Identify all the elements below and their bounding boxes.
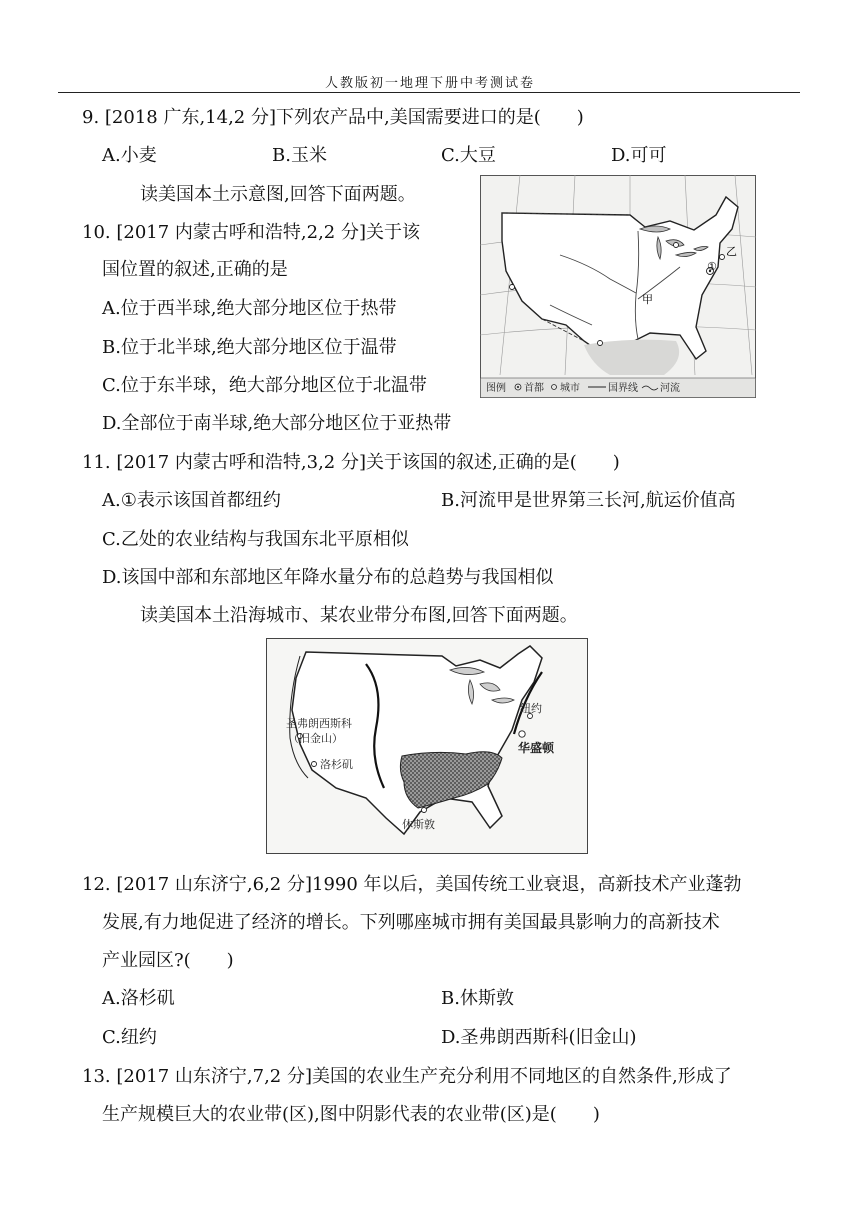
q10-stem-line2: 国位置的叙述,正确的是 (102, 259, 288, 280)
q9-option-c: C.大豆 (441, 145, 496, 166)
legend-title: 图例 (486, 383, 506, 394)
q12-option-d: D.圣弗朗西斯科(旧金山) (441, 1027, 637, 1048)
legend-border: 国界线 (608, 383, 638, 394)
label-washington: 华盛顿 (518, 741, 555, 755)
intro-map2: 读美国本土沿海城市、某农业带分布图,回答下面两题。 (140, 605, 578, 626)
q10-option-b: B.位于北半球,绝大部分地区位于温带 (102, 337, 397, 358)
label-jia: 甲 (642, 293, 653, 306)
q12-option-c: C.纽约 (102, 1027, 157, 1048)
legend-city: 城市 (560, 383, 580, 394)
legend-capital: 首都 (524, 383, 544, 394)
label-new-york: 纽约 (520, 702, 542, 715)
header-rule (58, 92, 800, 93)
intro-map1: 读美国本土示意图,回答下面两题。 (140, 184, 416, 205)
q10-stem-line1: 10. [2017 内蒙古呼和浩特,2,2 分]关于该 (82, 222, 420, 243)
q13-stem-line2: 生产规模巨大的农业带(区),图中阴影代表的农业带(区)是( ) (102, 1104, 600, 1125)
q9-option-b: B.玉米 (272, 145, 327, 166)
q11-option-d: D.该国中部和东部地区年降水量分布的总趋势与我国相似 (102, 567, 554, 588)
label-yi: 乙 (726, 245, 737, 258)
usa-mainland-map (480, 175, 756, 398)
q9-option-a: A.小麦 (102, 145, 157, 166)
label-houston: 休斯敦 (402, 818, 435, 831)
q12-option-b: B.休斯敦 (441, 988, 514, 1009)
page-header: 人教版初一地理下册中考测试卷 (324, 76, 535, 91)
q9-option-d: D.可可 (611, 145, 667, 166)
q13-stem-line1: 13. [2017 山东济宁,7,2 分]美国的农业生产充分利用不同地区的自然条件,形成了 (82, 1066, 732, 1087)
label-capital-number: ① (707, 260, 717, 273)
label-san-francisco-alt: （旧金山） (288, 732, 343, 745)
q12-stem-line1: 12. [2017 山东济宁,6,2 分]1990 年以后，美国传统工业衰退，高新技术产业蓬勃 (82, 874, 742, 895)
q10-option-a: A.位于西半球,绝大部分地区位于热带 (102, 298, 397, 319)
q12-stem-line3: 产业园区?( ) (102, 950, 234, 971)
label-los-angeles: 洛杉矶 (320, 758, 353, 771)
q9-stem: 9. [2018 广东,14,2 分]下列农产品中,美国需要进口的是( ) (82, 107, 584, 128)
q11-option-c: C.乙处的农业结构与我国东北平原相似 (102, 529, 409, 550)
usa-agriculture-map (266, 638, 588, 854)
q12-stem-line2: 发展,有力地促进了经济的增长。下列哪座城市拥有美国最具影响力的高新技术 (102, 912, 720, 933)
q12-option-a: A.洛杉矶 (102, 988, 175, 1009)
q11-option-a: A.①表示该国首都纽约 (102, 490, 281, 511)
legend-river: 河流 (660, 383, 680, 394)
q11-stem: 11. [2017 内蒙古呼和浩特,3,2 分]关于该国的叙述,正确的是( ) (82, 452, 620, 473)
label-san-francisco: 圣弗朗西斯科 (286, 717, 352, 730)
q10-option-d: D.全部位于南半球,绝大部分地区位于亚热带 (102, 413, 452, 434)
q11-option-b: B.河流甲是世界第三长河,航运价值高 (441, 490, 736, 511)
q10-option-c: C.位于东半球，绝大部分地区位于北温带 (102, 375, 427, 396)
